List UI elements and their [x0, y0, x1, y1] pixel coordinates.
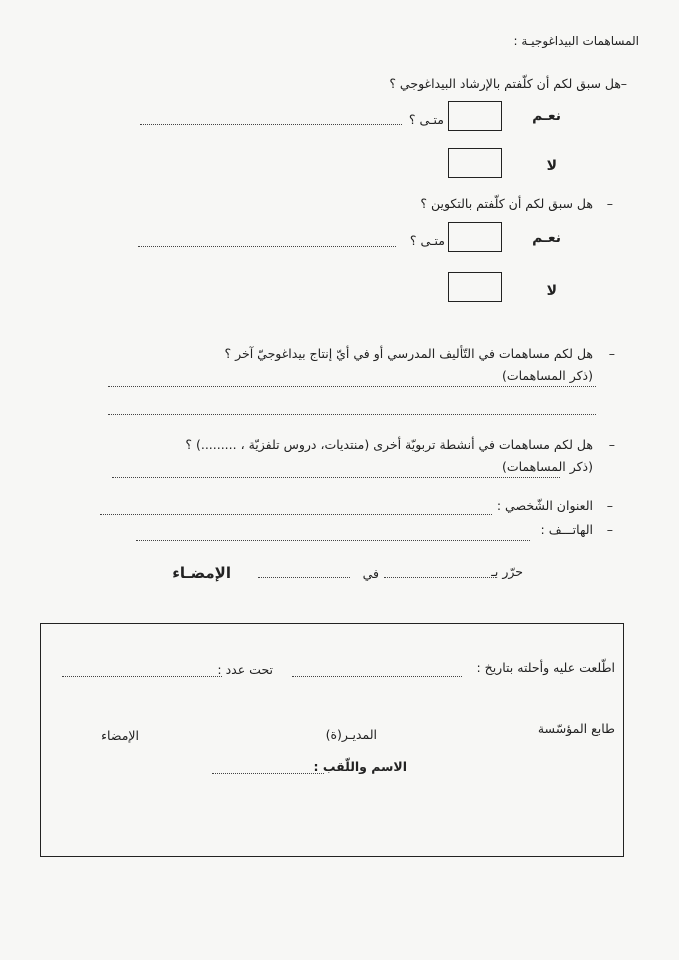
dash-bullet: – [608, 346, 615, 361]
q3-answer-line-1[interactable] [108, 386, 596, 387]
box-signature-label: الإمضاء [101, 728, 139, 743]
written-at-field[interactable] [384, 577, 496, 578]
dash-bullet: – [620, 76, 627, 91]
q1-no-label: لا [546, 158, 557, 174]
reviewed-label: اطّلعت عليه وأحلته بتاريخ : [476, 660, 615, 675]
number-field[interactable] [62, 676, 222, 677]
signature-label: الإمضـاء [172, 564, 231, 582]
q4-note: (ذكر المساهمات) [501, 459, 593, 474]
q1-when-field[interactable] [140, 124, 402, 125]
address-field[interactable] [100, 514, 492, 515]
stamp-label: طابع المؤسّسة [537, 721, 615, 736]
q2-no-label: لا [546, 283, 557, 299]
name-label: الاسم واللّقب : [313, 759, 407, 774]
dash-bullet: – [608, 437, 615, 452]
q3-note: (ذكر المساهمات) [501, 368, 593, 383]
question-training: هل سبق لكم أن كلّفتم بالتكوين ؟ [420, 196, 593, 211]
name-field[interactable] [212, 773, 324, 774]
q2-when-field[interactable] [138, 246, 396, 247]
q2-no-checkbox[interactable] [448, 272, 502, 302]
q2-yes-checkbox[interactable] [448, 222, 502, 252]
q3-answer-line-2[interactable] [108, 414, 596, 415]
dash-bullet: – [606, 522, 613, 537]
section-header: المساهمات البيداغوجيـة : [513, 34, 639, 48]
director-label: المديـر(ة) [325, 727, 377, 742]
number-label: تحت عدد : [217, 662, 273, 677]
date-field[interactable] [258, 577, 350, 578]
phone-field[interactable] [136, 540, 530, 541]
question-other-activities: هل لكم مساهمات في أنشطة تربويّة أخرى (منتديات، دروس تلفزيّة ، .........) ؟ [185, 437, 593, 452]
phone-label: الهاتـــف : [540, 522, 593, 537]
on-date-label: في [362, 566, 379, 581]
question-school-authoring: هل لكم مساهمات في التّأليف المدرسي أو في أيّ إنتاج بيداغوجيّ آخر ؟ [224, 346, 593, 361]
q1-yes-label: نعـم [532, 108, 561, 124]
dash-bullet: – [606, 498, 613, 513]
q1-no-checkbox[interactable] [448, 148, 502, 178]
question-pedagogical-guidance: هل سبق لكم أن كلّفتم بالإرشاد البيداغوجي ؟ [389, 76, 621, 91]
reviewed-date-field[interactable] [292, 676, 462, 677]
q1-when-label: متـى ؟ [408, 112, 444, 127]
q2-when-label: متـى ؟ [409, 233, 445, 248]
q2-yes-label: نعـم [532, 230, 561, 246]
written-at-label: حرّر بـ [491, 564, 523, 579]
q4-answer-line[interactable] [112, 477, 560, 478]
address-label: العنوان الشّخصي : [496, 498, 593, 513]
q1-yes-checkbox[interactable] [448, 101, 502, 131]
dash-bullet: – [606, 196, 613, 211]
